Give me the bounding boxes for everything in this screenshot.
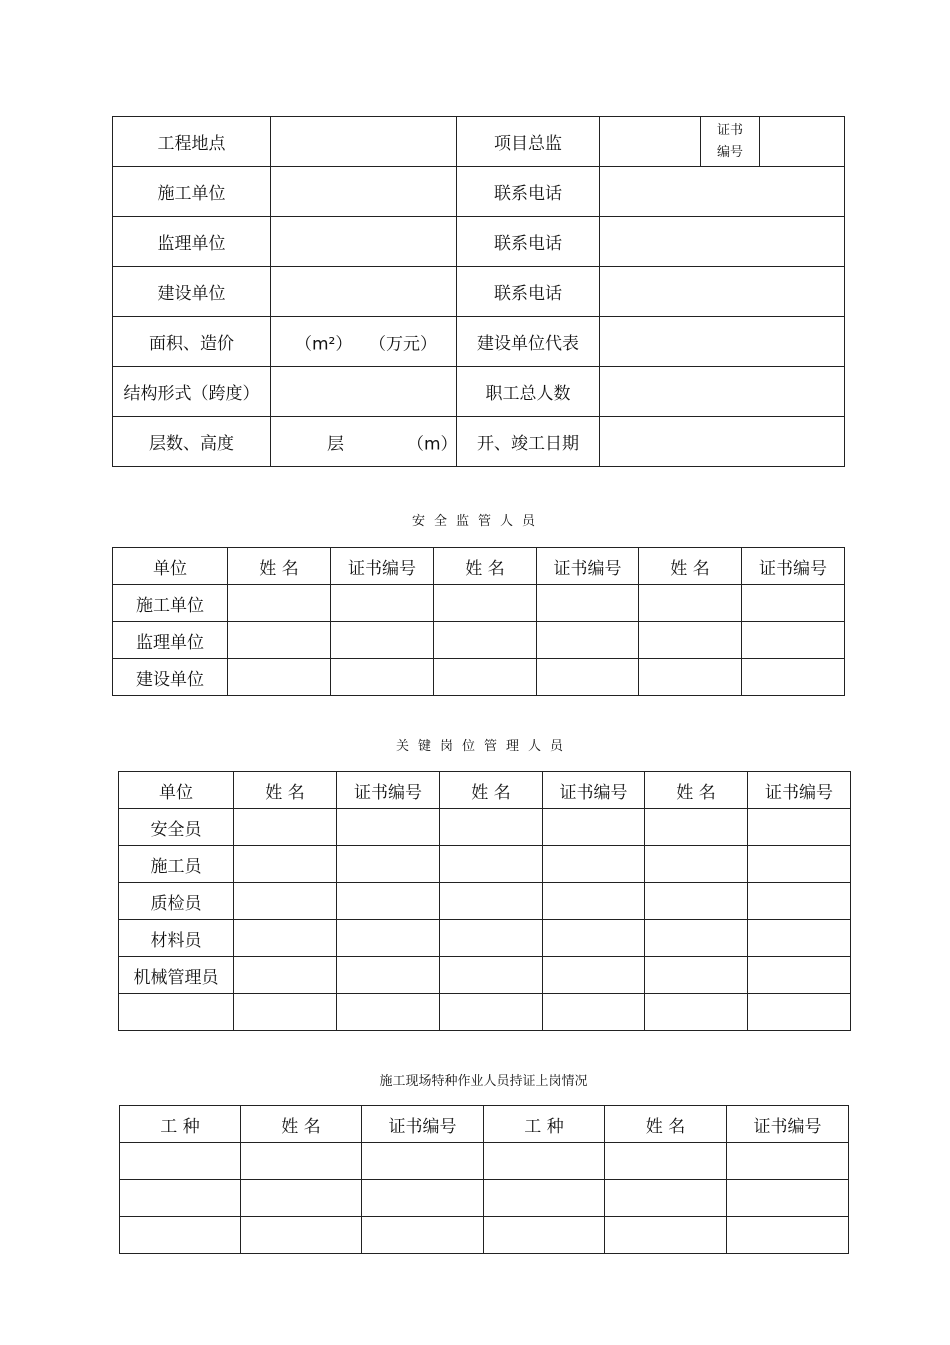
cell[interactable] <box>727 1143 849 1180</box>
cert-no-value[interactable] <box>760 117 845 167</box>
cell[interactable] <box>241 1180 362 1217</box>
cell[interactable] <box>605 1180 727 1217</box>
construction-unit-value[interactable] <box>271 167 457 217</box>
staff-total-label: 职工总人数 <box>457 367 600 417</box>
cell[interactable] <box>228 622 331 659</box>
chief-supervisor-label: 项目总监 <box>457 117 600 167</box>
table-row <box>119 920 851 957</box>
table-row <box>119 957 851 994</box>
key-positions-title: 关键岗位管理人员 <box>395 739 572 754</box>
cell[interactable] <box>537 659 639 696</box>
cell[interactable] <box>241 1143 362 1180</box>
cell[interactable] <box>484 1143 605 1180</box>
cell[interactable] <box>362 1143 484 1180</box>
cell[interactable] <box>337 994 440 1031</box>
cell[interactable] <box>120 1180 241 1217</box>
cell[interactable] <box>120 1217 241 1254</box>
safety-staff-title: 安全监管人员 <box>411 514 544 529</box>
owner-rep-label: 建设单位代表 <box>457 317 600 367</box>
area-cost-label: 面积、造价 <box>113 317 271 367</box>
col-header: 工 种 <box>120 1106 241 1143</box>
row-label: 安全员 <box>119 809 234 846</box>
col-header: 单位 <box>119 772 234 809</box>
cell[interactable] <box>337 809 440 846</box>
cell[interactable] <box>645 920 748 957</box>
special-workers-title: 施工现场特种作业人员持证上岗情况 <box>379 1074 588 1089</box>
cell[interactable] <box>645 846 748 883</box>
table-row <box>120 1180 849 1217</box>
key-positions-table <box>118 771 851 1031</box>
cell[interactable] <box>440 957 543 994</box>
cell[interactable] <box>234 809 337 846</box>
table-row <box>113 659 845 696</box>
structure-value[interactable] <box>271 367 457 417</box>
row-label: 施工员 <box>119 846 234 883</box>
cell[interactable] <box>639 659 742 696</box>
cell[interactable] <box>748 920 851 957</box>
phone-label: 联系电话 <box>457 217 600 267</box>
cell[interactable] <box>241 1217 362 1254</box>
cell[interactable] <box>362 1217 484 1254</box>
col-header: 姓 名 <box>605 1106 727 1143</box>
col-header: 证书编号 <box>742 548 845 585</box>
phone-label: 联系电话 <box>457 167 600 217</box>
special-workers-table <box>119 1105 849 1254</box>
cell[interactable] <box>645 957 748 994</box>
col-header: 证书编号 <box>748 772 851 809</box>
col-header: 证书编号 <box>543 772 645 809</box>
cell[interactable] <box>742 622 845 659</box>
table-row <box>113 367 845 417</box>
supervision-unit-label: 监理单位 <box>113 217 271 267</box>
owner-unit-value[interactable] <box>271 267 457 317</box>
col-header: 证书编号 <box>362 1106 484 1143</box>
table-row <box>120 1143 849 1180</box>
floors-unit: 层 <box>327 434 344 454</box>
cert-no-label <box>701 117 760 167</box>
floors-height-value[interactable] <box>271 417 457 467</box>
chief-supervisor-value[interactable] <box>600 117 701 167</box>
col-header: 姓 名 <box>639 548 742 585</box>
project-info-table <box>112 116 845 467</box>
cost-unit: （万元） <box>369 334 437 354</box>
supervision-unit-value[interactable] <box>271 217 457 267</box>
col-header: 证书编号 <box>537 548 639 585</box>
cell[interactable] <box>645 809 748 846</box>
site-value[interactable] <box>271 117 457 167</box>
col-header: 姓 名 <box>434 548 537 585</box>
table-row <box>113 622 845 659</box>
col-header: 单位 <box>113 548 228 585</box>
cell[interactable] <box>748 994 851 1031</box>
table-row <box>113 117 845 167</box>
table-header-row <box>120 1106 849 1143</box>
owner-rep-value[interactable] <box>600 317 845 367</box>
cell[interactable] <box>645 994 748 1031</box>
cell[interactable] <box>727 1217 849 1254</box>
height-unit: （m） <box>407 434 458 454</box>
cell[interactable] <box>639 585 742 622</box>
cell[interactable] <box>543 920 645 957</box>
row-label: 机械管理员 <box>119 957 234 994</box>
cell[interactable] <box>484 1180 605 1217</box>
cell[interactable] <box>639 622 742 659</box>
cell[interactable] <box>543 957 645 994</box>
row-label: 质检员 <box>119 883 234 920</box>
dates-value[interactable] <box>600 417 845 467</box>
table-row <box>113 417 845 467</box>
cell[interactable] <box>331 622 434 659</box>
cell[interactable] <box>748 809 851 846</box>
cell[interactable] <box>537 622 639 659</box>
floors-height-label: 层数、高度 <box>113 417 271 467</box>
cell[interactable] <box>727 1180 849 1217</box>
cell[interactable] <box>234 846 337 883</box>
table-row <box>119 846 851 883</box>
cell[interactable] <box>234 920 337 957</box>
area-cost-value[interactable] <box>271 317 457 367</box>
col-header: 姓 名 <box>234 772 337 809</box>
cell[interactable] <box>120 1143 241 1180</box>
row-label: 监理单位 <box>113 622 228 659</box>
row-label: 材料员 <box>119 920 234 957</box>
cell[interactable] <box>362 1180 484 1217</box>
cell[interactable] <box>748 846 851 883</box>
cell[interactable] <box>234 957 337 994</box>
table-row <box>113 317 845 367</box>
table-row <box>119 809 851 846</box>
cell[interactable] <box>337 957 440 994</box>
cell[interactable] <box>337 883 440 920</box>
table-row <box>113 585 845 622</box>
phone-value[interactable] <box>600 167 845 217</box>
dates-label: 开、竣工日期 <box>457 417 600 467</box>
row-label[interactable] <box>119 994 234 1031</box>
cell[interactable] <box>543 809 645 846</box>
col-header: 证书编号 <box>331 548 434 585</box>
cert-no-label-line2: 编号 <box>716 144 743 160</box>
cell[interactable] <box>645 883 748 920</box>
cell[interactable] <box>543 883 645 920</box>
col-header: 姓 名 <box>228 548 331 585</box>
col-header: 证书编号 <box>727 1106 849 1143</box>
cell[interactable] <box>605 1143 727 1180</box>
col-header: 姓 名 <box>440 772 543 809</box>
table-row <box>120 1217 849 1254</box>
cell[interactable] <box>748 957 851 994</box>
cell[interactable] <box>337 920 440 957</box>
cell[interactable] <box>742 659 845 696</box>
table-row <box>113 167 845 217</box>
cell[interactable] <box>331 585 434 622</box>
cell[interactable] <box>440 920 543 957</box>
table-row <box>119 883 851 920</box>
cert-no-label-line1: 证书 <box>716 122 743 138</box>
cell[interactable] <box>440 994 543 1031</box>
cell[interactable] <box>434 622 537 659</box>
cell[interactable] <box>543 846 645 883</box>
cell[interactable] <box>234 883 337 920</box>
cell[interactable] <box>605 1217 727 1254</box>
cell[interactable] <box>484 1217 605 1254</box>
cell[interactable] <box>440 809 543 846</box>
cell[interactable] <box>434 659 537 696</box>
cell[interactable] <box>337 846 440 883</box>
cell[interactable] <box>742 585 845 622</box>
table-header-row <box>113 548 845 585</box>
cell[interactable] <box>331 659 434 696</box>
col-header: 姓 名 <box>645 772 748 809</box>
staff-total-value[interactable] <box>600 367 845 417</box>
phone-value[interactable] <box>600 217 845 267</box>
table-row <box>113 267 845 317</box>
col-header: 工 种 <box>484 1106 605 1143</box>
structure-label: 结构形式（跨度） <box>113 367 271 417</box>
col-header: 证书编号 <box>337 772 440 809</box>
row-label: 建设单位 <box>113 659 228 696</box>
area-unit: （m²） <box>295 334 353 354</box>
col-header: 姓 名 <box>241 1106 362 1143</box>
safety-staff-table <box>112 547 845 696</box>
cell[interactable] <box>234 994 337 1031</box>
phone-value[interactable] <box>600 267 845 317</box>
table-header-row <box>119 772 851 809</box>
cell[interactable] <box>434 585 537 622</box>
cell[interactable] <box>228 659 331 696</box>
cell[interactable] <box>440 846 543 883</box>
row-label: 施工单位 <box>113 585 228 622</box>
site-label: 工程地点 <box>113 117 271 167</box>
table-row <box>119 994 851 1031</box>
owner-unit-label: 建设单位 <box>113 267 271 317</box>
cell[interactable] <box>537 585 639 622</box>
table-row <box>113 217 845 267</box>
phone-label: 联系电话 <box>457 267 600 317</box>
cell[interactable] <box>748 883 851 920</box>
cell[interactable] <box>543 994 645 1031</box>
cell[interactable] <box>228 585 331 622</box>
construction-unit-label: 施工单位 <box>113 167 271 217</box>
cell[interactable] <box>440 883 543 920</box>
